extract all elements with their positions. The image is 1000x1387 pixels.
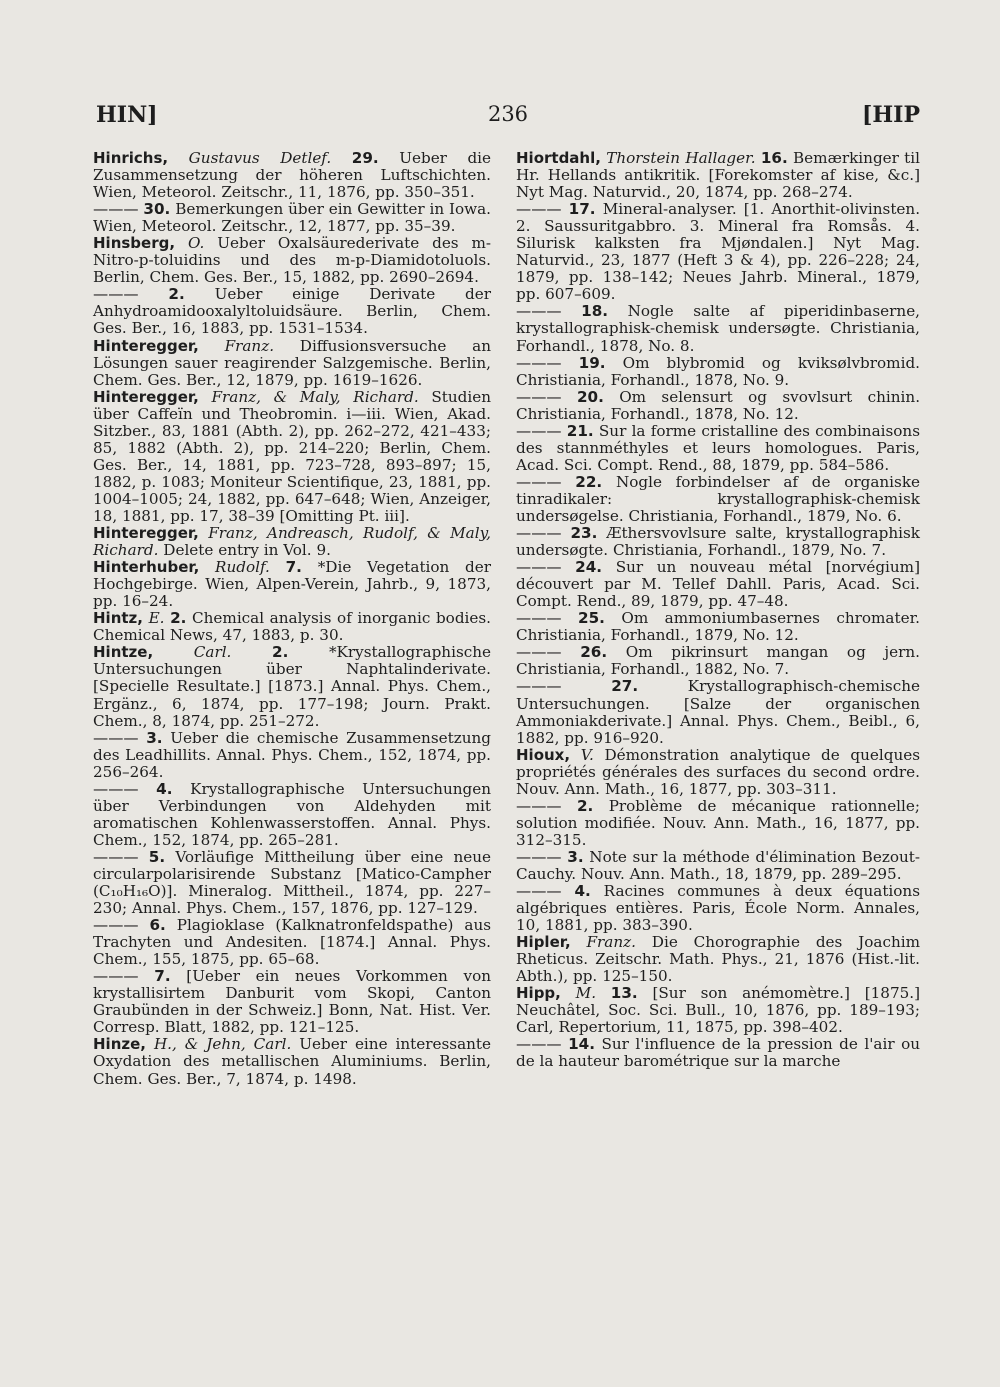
entry-text: Vorläufige Mittheilung über eine neue circularpolarisirende Substanz [Matico-Campher (C₁₀H₁₆O)]. Mineralog. Mittheil., 1874, pp. 227–230; Annal. Phys. Chem., 157, 1876, pp. 127–129. [93,847,492,918]
bibliography-entry [93,286,491,337]
entry-number: 26. [580,643,608,662]
author-name: Hinze, [93,1035,146,1054]
entry-text: *Krystallographische Untersuchungen über Naphtalinderivate. [Specielle Resultate.] [1873.] Annal. Phys. Chem., Ergänz., 6, 1874, pp. 177–198; Journ. Prakt. Chem., 8, 1874, pp. 251–272. [93,643,492,730]
author-name: Hinrichs, [93,149,169,167]
continuation-dash: ——— [516,643,581,662]
bibliography-entry [516,201,920,303]
continuation-dash: ——— [516,1035,569,1054]
entry-text: Om blybromid og kviksølvbromid. Christiania, Forhandl., 1878, No. 9. [516,353,920,389]
entry-text: Démonstration analytique de quelques propriétés générales des surfaces du second ordre. Nouv. Ann. Math., 16, 1877, pp. 303–311. [516,745,921,798]
entry-number: 30. [143,200,171,219]
bibliography-entry [93,338,491,389]
author-name: Hinterhuber, [93,558,200,577]
bibliography-entry [516,150,920,201]
entry-text: Ueber die chemische Zusammensetzung des Leadhillits. Annal. Phys. Chem., 152, 1874, pp. 256–264. [93,728,492,781]
entry-number: 7. [154,967,171,986]
entry-number: 6. [149,916,166,935]
entry-text: Delete entry in Vol. 9. [163,541,331,560]
running-header [96,102,920,142]
author-forename: H., & Jehn, Carl. [153,1035,292,1054]
entry-text: Sur la forme cristalline des combinaisons des stannméthyles et leurs homologues. Paris, Acad. Sci. Compt. Rend., 88, 1879, pp. 584–586. [516,421,921,474]
entry-text: Bemærkinger til Hr. Hellands antikritik. [Forekomster af kise, &c.] Nyt Mag. Naturvid., 20, 1874, pp. 268–274. [516,149,921,202]
right-column [516,150,920,1071]
entry-number: 16. [760,149,788,167]
entry-number: 19. [578,353,606,372]
header-right: [HIP [861,102,920,128]
entry-number: 4. [574,882,591,901]
entry-text: Nogle forbindelser af de organiske tinradikaler: krystallographisk-chemisk undersøgelse. Christiania, Forhandl., 1879, No. 6. [516,472,921,525]
author-name: Hiortdahl, [516,149,601,167]
bibliography-entry [516,644,920,678]
author-name: Hinteregger, [93,387,199,406]
bibliography-entry [93,525,491,559]
bibliography-entry [516,559,920,610]
entry-text: Mineral-analyser. [1. Anorthit-olivinsten. 2. Saussuritgabbro. 3. Mineral fra Romsås. 4. Silurisk kalksten fra Mjøndalen.] Nyt Mag. Naturvid., 23, 1877 (Heft 3 & 4), pp. 226–228; 24, 1879, pp. 138–142; Neues Jahrb. Mineral., 1879, pp. 607–609. [516,200,921,304]
entry-text: Krystallographisch-chemische Untersuchungen. [Salze der organischen Ammoniakderivate.] Annal. Phys. Chem., Beibl., 6, 1882, pp. 916–920. [516,677,920,747]
entry-number: 3. [567,847,584,866]
continuation-dash: ——— [516,302,582,321]
entry-text: Om ammoniumbasernes chromater. Christiania, Forhandl., 1879, No. 12. [516,609,920,645]
entry-number: 17. [568,200,596,219]
entry-text: Sur un nouveau métal [norvégium] découvert par M. Tellef Dahll. Paris, Acad. Sci. Compt. Rend., 89, 1879, pp. 47–48. [516,558,921,611]
continuation-dash: ——— [516,558,576,577]
entry-number: 25. [578,609,605,628]
continuation-dash: ——— [516,609,579,628]
continuation-dash: ——— [93,728,147,747]
continuation-dash: ——— [93,285,169,304]
bibliography-entry [93,781,491,849]
bibliography-entry [516,355,920,389]
author-name: Hioux, [516,745,571,764]
author-forename: Thorstein Hallager. [606,149,756,167]
continuation-dash: ——— [516,472,576,491]
bibliography-entry [516,610,920,644]
entry-text: Plagioklase (Kalknatronfeldspathe) aus Trachyten und Andesiten. [1874.] Annal. Phys. Chem., 155, 1875, pp. 65–68. [93,916,492,969]
author-forename: M. [575,984,597,1003]
bibliography-entry [93,610,491,644]
continuation-dash: ——— [516,353,579,372]
author-forename: Franz, Andreasch, Rudolf, & Maly, Richard. [93,524,491,560]
entry-number: 2. [272,643,289,662]
bibliography-entry [93,730,491,781]
entry-number: 3. [146,728,163,747]
left-column [93,150,491,1088]
entry-number: 2. [170,609,187,628]
continuation-dash: ——— [93,847,149,866]
bibliography-entry [93,389,491,525]
entry-text: [Sur son anémomètre.] [1875.] Neuchâtel, Soc. Sci. Bull., 10, 1876, pp. 189–193; Carl, Repertorium, 11, 1875, pp. 398–402. [516,984,921,1037]
entry-text: Racines communes à deux équations algébriques entières. Paris, École Norm. Annales, 10, 1881, pp. 383–390. [516,882,921,935]
continuation-dash: ——— [516,847,568,866]
bibliography-entry [516,934,920,985]
author-forename: Gustavus Detlef. [188,149,332,167]
continuation-dash: ——— [516,796,577,815]
bibliography-entry [93,235,491,286]
entry-number: 13. [610,984,638,1003]
bibliography-entry [516,798,920,849]
entry-number: 20. [576,387,604,406]
entry-text: Ueber eine interessante Oxydation des metallischen Aluminiums. Berlin, Chem. Ges. Ber., 7, 1874, p. 1498. [93,1035,491,1088]
entry-text: Nogle salte af piperidinbaserne, krystallographisk-chemisk undersøgte. Christiania, Forhandl., 1878, No. 8. [516,302,921,355]
bibliography-entry [93,917,491,968]
page-number: 236 [487,102,529,126]
continuation-dash: ——— [93,916,150,935]
entry-number: 2. [576,796,594,815]
entry-number: 22. [575,472,603,491]
bibliography-entry [93,201,491,235]
entry-text: Studien über Caffeïn und Theobromin. i—iii. Wien, Akad. Sitzber., 83, 1881 (Abth. 2), pp. 262–272, 421–433; 85, 1882 (Abth. 2), pp. 214–220; Berlin, Chem. Ges. Ber., 14, 1881, pp. 723–728, 893–897; 15, 1882, p. 1083; Moniteur Scientifique, 23, 1881, pp. 1004–1005; 24, 1882, pp. 647–648; Wien, Anzeiger, 18, 1881, pp. 17, 38–39 [Omitting Pt. iii]. [93,387,492,525]
entry-text: Æthersvovlsure salte, krystallographisk undersøgte. Christiania, Forhandl., 1879, No. 7. [516,524,921,560]
entry-number: 14. [568,1035,595,1054]
author-name: Hipler, [516,933,571,952]
author-forename: Carl. [193,643,232,662]
author-forename: Rudolf. [215,558,270,577]
bibliography-entry [93,1036,491,1087]
bibliography-entry [516,303,920,354]
continuation-dash: ——— [93,967,155,986]
bibliography-entry [93,644,491,729]
bibliography-entry [516,389,920,423]
continuation-dash: ——— [516,421,567,440]
bibliography-entry [516,1036,920,1070]
entry-text: Om selensurt og svovlsurt chinin. Christiania, Forhandl., 1878, No. 12. [516,387,921,423]
bibliography-entry [93,968,491,1036]
author-name: Hinteregger, [93,524,199,543]
author-name: Hintz, [93,609,143,628]
entry-number: 23. [570,524,598,543]
author-name: Hinteregger, [93,336,199,355]
author-name: Hintze, [93,643,154,662]
continuation-dash: ——— [516,200,569,219]
bibliography-entry [516,747,920,798]
bibliography-entry [516,883,920,934]
entry-text: Chemical analysis of inorganic bodies. Chemical News, 47, 1883, p. 30. [93,609,492,645]
entry-text: Bemerkungen über ein Gewitter in Iowa. Wien, Meteorol. Zeitschr., 12, 1877, pp. 35–39. [93,200,491,236]
entry-number: 27. [611,677,639,696]
bibliography-entry [516,525,920,559]
bibliography-entry [93,559,491,610]
bibliography-entry [516,423,920,474]
continuation-dash: ——— [516,882,575,901]
entry-number: 5. [148,847,166,866]
author-name: Hipp, [516,984,561,1003]
entry-number: 7. [285,558,302,577]
bibliography-entry [516,985,920,1036]
entry-number: 21. [566,421,594,440]
bibliography-entry [93,849,491,917]
entry-text: Krystallographische Untersuchungen über Verbindungen von Aldehyden mit aromatischen Kohlenwasserstoffen. Annal. Phys. Chem., 152, 1874, pp. 265–281. [93,779,491,849]
bibliography-entry [93,150,491,201]
entry-text: Ueber Oxalsäurederivate des m-Nitro-p-toluidins und des m-p-Diamidotoluols. Berlin, Chem. Ges. Ber., 15, 1882, pp. 2690–2694. [93,234,492,287]
author-forename: Franz, & Maly, Richard. [211,387,419,406]
bibliography-entry [516,474,920,525]
entry-number: 18. [581,302,609,321]
entry-text: [Ueber ein neues Vorkommen von krystallisirtem Danburit vom Skopi, Canton Graubünden in der Schweiz.] Bonn, Nat. Hist. Ver. Corresp. Blatt, 1882, pp. 121–125. [93,967,492,1037]
continuation-dash: ——— [93,779,157,798]
entry-text: Ueber die Zusammensetzung der höheren Luftschichten. Wien, Meteorol. Zeitschr., 11, 1876, pp. 350–351. [93,149,492,202]
continuation-dash: ——— [516,387,577,406]
entry-number: 24. [575,558,603,577]
header-left: HIN] [96,102,158,128]
author-forename: E. [148,609,165,628]
entry-text: Die Chorographie des Joachim Rheticus. Zeitschr. Math. Phys., 21, 1876 (Hist.-lit. Abth.), pp. 125–150. [516,933,921,986]
entry-text: Ueber einige Derivate der Anhydroamidooxalyltoluidsäure. Berlin, Chem. Ges. Ber., 16, 1883, pp. 1531–1534. [93,285,492,338]
bibliography-entry [516,849,920,883]
author-forename: Franz. [586,933,636,952]
continuation-dash: ——— [516,524,571,543]
entry-text: Sur l'influence de la pression de l'air ou de la hauteur barométrique sur la marche [516,1035,921,1071]
continuation-dash: ——— [93,200,144,219]
entry-text: Note sur la méthode d'élimination Bezout-Cauchy. Nouv. Ann. Math., 18, 1879, pp. 289–295. [516,847,920,883]
entry-text: Problème de mécanique rationnelle; solution modifiée. Nouv. Ann. Math., 16, 1877, pp. 312–315. [516,796,920,849]
author-forename: V. [580,745,594,764]
entry-text: *Die Vegetation der Hochgebirge. Wien, Alpen-Verein, Jahrb., 9, 1873, pp. 16–24. [93,558,492,611]
entry-number: 29. [351,149,379,167]
entry-text: Om pikrinsurt mangan og jern. Christiania, Forhandl., 1882, No. 7. [516,643,920,679]
continuation-dash: ——— [516,677,612,696]
author-forename: Franz. [224,336,275,355]
author-forename: O. [187,234,205,253]
bibliography-entry [516,678,920,746]
entry-number: 2. [168,285,185,304]
entry-text: Diffusionsversuche an Lösungen sauer reagirender Salzgemische. Berlin, Chem. Ges. Ber., 12, 1879, pp. 1619–1626. [93,336,491,389]
author-name: Hinsberg, [93,234,176,253]
entry-number: 4. [156,779,173,798]
